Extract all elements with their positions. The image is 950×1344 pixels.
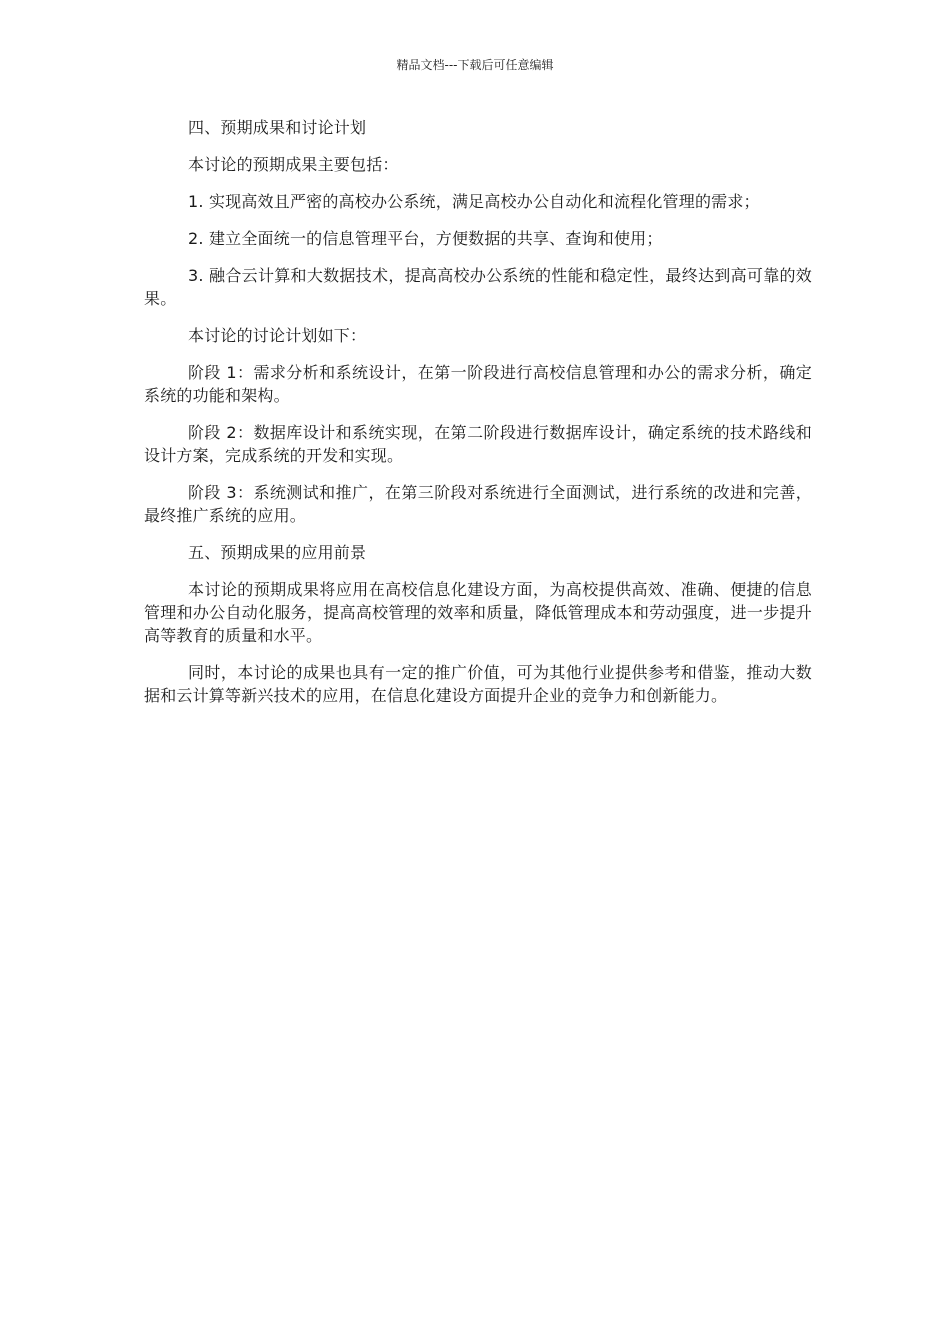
paragraph-promotion: 同时，本讨论的成果也具有一定的推广价值，可为其他行业提供参考和借鉴，推动大数据和云计算等新兴技术的应用，在信息化建设方面提升企业的竞争力和创新能力。 bbox=[144, 663, 812, 705]
paragraph-phase-2: 阶段 2：数据库设计和系统实现，在第二阶段进行数据库设计，确定系统的技术路线和设计方案，完成系统的开发和实现。 bbox=[144, 423, 812, 465]
document-body bbox=[144, 116, 812, 721]
paragraph-phase-3: 阶段 3：系统测试和推广，在第三阶段对系统进行全面测试，进行系统的改进和完善，最终推广系统的应用。 bbox=[144, 483, 812, 525]
page-header: 精品文档---下载后可任意编辑 bbox=[396, 58, 554, 72]
list-item-outcome-1: 1. 实现高效且严密的高校办公系统，满足高校办公自动化和流程化管理的需求； bbox=[188, 192, 760, 211]
paragraph-phase-1: 阶段 1：需求分析和系统设计，在第一阶段进行高校信息管理和办公的需求分析，确定系统的功能和架构。 bbox=[144, 363, 812, 405]
paragraph-outcomes-intro: 本讨论的预期成果主要包括： bbox=[188, 155, 399, 174]
list-item-outcome-2: 2. 建立全面统一的信息管理平台，方便数据的共享、查询和使用； bbox=[188, 229, 663, 248]
paragraph-application: 本讨论的预期成果将应用在高校信息化建设方面，为高校提供高效、准确、便捷的信息管理和办公自动化服务，提高高校管理的效率和质量，降低管理成本和劳动强度，进一步提升高等教育的质量和水平。 bbox=[144, 580, 812, 645]
list-item-outcome-3: 3. 融合云计算和大数据技术，提高高校办公系统的性能和稳定性，最终达到高可靠的效果。 bbox=[144, 266, 812, 308]
paragraph-plan-intro: 本讨论的讨论计划如下： bbox=[188, 326, 367, 345]
section-heading-4: 四、预期成果和讨论计划 bbox=[188, 118, 367, 137]
section-heading-5: 五、预期成果的应用前景 bbox=[188, 543, 367, 562]
